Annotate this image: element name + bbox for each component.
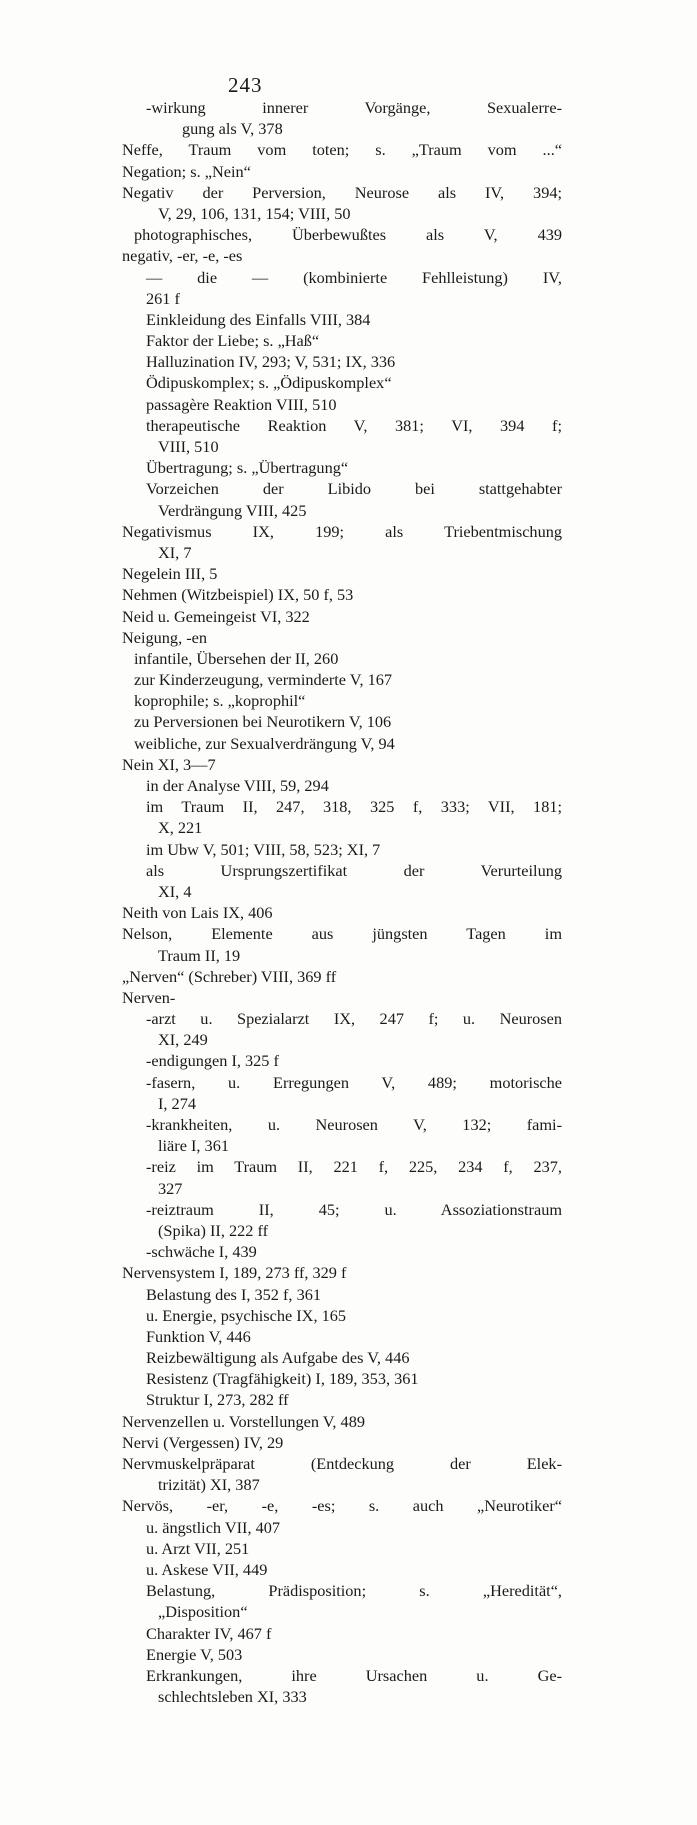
index-line: passagère Reaktion VIII, 510 [146,394,337,414]
index-line: Nervenzellen u. Vorstellungen V, 489 [122,1411,365,1431]
index-line: Faktor der Liebe; s. „Haß“ [146,331,320,351]
index-line: Neigung, -en [122,627,207,647]
index-line: „Disposition“ [158,1602,248,1622]
index-line: Neffe, Traum vom toten; s. „Traum vom ...“ [122,140,562,160]
index-line: Reizbewältigung als Aufgabe des V, 446 [146,1348,410,1368]
index-line: im Traum II, 247, 318, 325 f, 333; VII, 181; [146,797,562,817]
index-line: -endigungen I, 325 f [146,1051,279,1071]
index-line: XI, 249 [158,1030,208,1050]
index-line: Nein XI, 3—7 [122,754,216,774]
index-line: Neid u. Gemeingeist VI, 322 [122,606,310,626]
index-line: (Spika) II, 222 ff [158,1220,269,1240]
index-line: Vorzeichen der Libido bei stattgehabter [146,479,562,499]
index-line: u. Askese VII, 449 [146,1559,268,1579]
index-line: Belastung, Prädisposition; s. „Heredität“, [146,1581,562,1601]
index-line: Belastung des I, 352 f, 361 [146,1284,321,1304]
index-line: u. ängstlich VII, 407 [146,1517,281,1537]
index-line: Nelson, Elemente aus jüngsten Tagen im [122,924,562,944]
index-line: zu Perversionen bei Neurotikern V, 106 [134,712,392,732]
index-line: VIII, 510 [158,437,219,456]
index-line: V, 29, 106, 131, 154; VIII, 50 [158,203,351,223]
index-line: Nervmuskelpräparat (Entdeckung der Elek- [122,1454,562,1473]
index-line: Nehmen (Witzbeispiel) IX, 50 f, 53 [122,585,354,605]
index-line: I, 274 [158,1093,196,1113]
index-line: „Nerven“ (Schreber) VIII, 369 ff [122,966,337,986]
index-line: photographisches, Überbewußtes als V, 439 [134,225,562,245]
index-line: Einkleidung des Einfalls VIII, 384 [146,309,371,329]
index-line: Halluzination IV, 293; V, 531; IX, 336 [146,352,396,372]
index-line: negativ, -er, -e, -es [122,246,243,266]
index-line: 261 f [146,288,180,308]
index-line: Struktur I, 273, 282 ff [146,1390,289,1410]
index-line: Nervi (Vergessen) IV, 29 [122,1432,284,1452]
index-line: weibliche, zur Sexualverdrängung V, 94 [134,733,395,753]
index-line: Verdrängung VIII, 425 [158,500,307,520]
index-line: Negelein III, 5 [122,564,218,584]
index-line: u. Energie, psychische IX, 165 [146,1305,347,1325]
index-line: koprophile; s. „koprophil“ [134,691,306,711]
index-line: Nervös, -er, -e, -es; s. auch „Neurotiker“ [122,1496,562,1516]
index-line: -schwäche I, 439 [146,1242,257,1262]
index-line: infantile, Übersehen der II, 260 [134,648,339,668]
index-line: schlechtsleben XI, 333 [158,1687,307,1707]
index-line: Nerven- [122,987,176,1007]
index-line: XI, 7 [158,542,192,562]
index-line: Ödipuskomplex; s. „Ödipuskomplex“ [146,373,392,393]
index-line: im Ubw V, 501; VIII, 58, 523; XI, 7 [146,839,381,859]
index-line: -krankheiten, u. Neurosen V, 132; fami- [146,1115,562,1134]
index-line: in der Analyse VIII, 59, 294 [146,776,329,795]
index-line: Negativ der Perversion, Neurose als IV, 394; [122,182,562,202]
index-line: -arzt u. Spezialarzt IX, 247 f; u. Neurosen [146,1009,562,1029]
index-line: Resistenz (Tragfähigkeit) I, 189, 353, 361 [146,1369,419,1389]
page-number: 243 [228,73,263,97]
index-line: Traum II, 19 [158,945,241,965]
index-line: Übertragung; s. „Übertragung“ [146,458,349,478]
index-line: -reiz im Traum II, 221 f, 225, 234 f, 237, [146,1157,562,1177]
index-line: — die — (kombinierte Fehlleistung) IV, [146,267,562,287]
index-line: Charakter IV, 467 f [146,1623,272,1643]
index-line: therapeutische Reaktion V, 381; VI, 394 f; [146,415,562,435]
index-line: Negativismus IX, 199; als Triebentmischung [122,521,562,541]
index-line: trizität) XI, 387 [158,1475,260,1495]
index-line: Neith von Lais IX, 406 [122,903,273,923]
index-line: -fasern, u. Erregungen V, 489; motorische [146,1072,562,1092]
index-line: zur Kinderzeugung, verminderte V, 167 [134,670,393,690]
index-line: als Ursprungszertifikat der Verurteilung [146,860,562,880]
index-line: Negation; s. „Nein“ [122,161,251,181]
index-line: Erkrankungen, ihre Ursachen u. Ge- [146,1665,562,1685]
index-line: liäre I, 361 [158,1136,229,1156]
index-line: XI, 4 [158,881,192,901]
index-entries [122,97,562,1707]
index-line: -wirkung innerer Vorgänge, Sexualerre- [146,98,562,117]
index-line: gung als V, 378 [182,119,283,139]
index-line: u. Arzt VII, 251 [146,1538,250,1558]
index-line: Funktion V, 446 [146,1326,251,1346]
index-line: 327 [158,1178,183,1198]
index-line: Nervensystem I, 189, 273 ff, 329 f [122,1263,347,1283]
index-line: X, 221 [158,818,203,838]
index-line: Energie V, 503 [146,1644,243,1664]
index-line: -reiztraum II, 45; u. Assoziationstraum [146,1199,562,1219]
